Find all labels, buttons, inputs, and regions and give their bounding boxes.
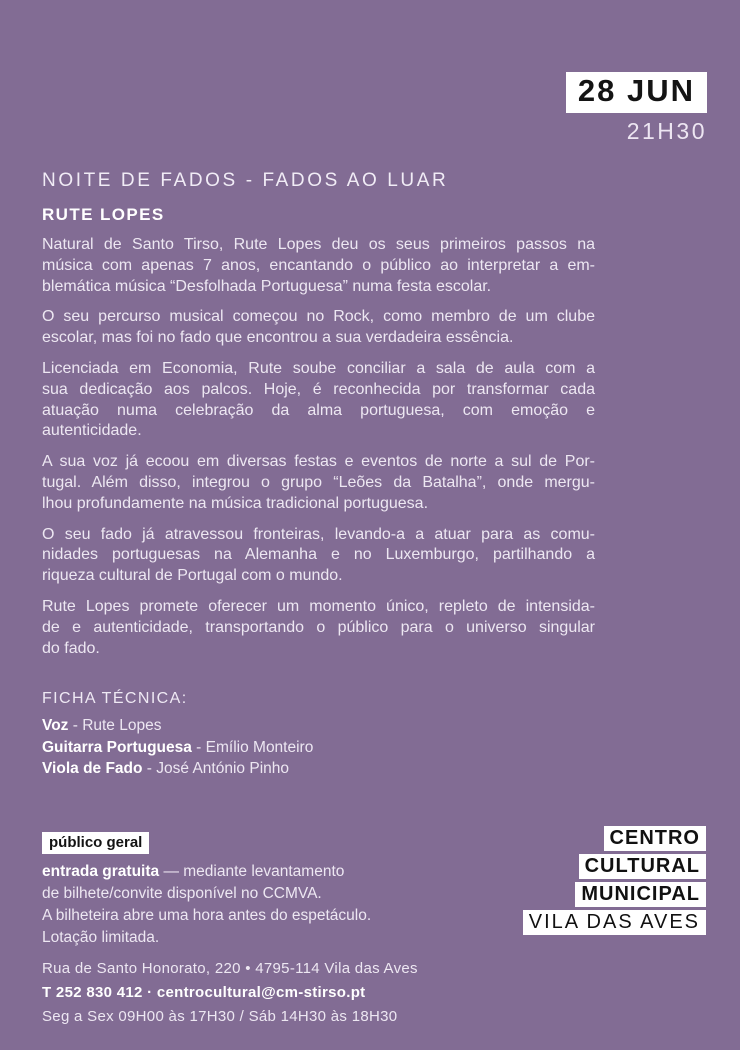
credits-heading: FICHA TÉCNICA: — [42, 690, 188, 707]
audience-badge: público geral — [42, 832, 149, 854]
paragraph — [42, 525, 595, 587]
venue-hours: Seg a Sex 09H00 às 17H30 / Sáb 14H30 às 18H30 — [42, 1008, 398, 1025]
venue-logo — [523, 826, 706, 938]
footer-contact-block — [42, 957, 602, 1029]
paragraph-line: O seu percurso musical começou no Rock, como membro de um clube — [42, 308, 595, 326]
credit-role: Guitarra Portuguesa — [42, 738, 192, 756]
paragraph-line: nidades portuguesas na Alemanha e no Luxemburgo, partilhando a — [42, 546, 595, 564]
credit-separator: - — [142, 760, 157, 777]
artist-name: RUTE LOPES — [42, 205, 165, 224]
technical-credits-block — [42, 690, 462, 780]
admission-line: de bilhete/convite disponível no CCMVA. — [42, 885, 322, 902]
paragraph-line: Natural de Santo Tirso, Rute Lopes deu os seus primeiros passos na — [42, 236, 595, 253]
credit-role: Voz — [42, 717, 69, 734]
logo-row — [523, 826, 706, 851]
paragraph-line: de e autenticidade, transportando o público para o universo singular — [42, 618, 595, 636]
venue-contact: T 252 830 412 · centrocultural@cm-stirso.pt — [42, 984, 366, 1001]
paragraph-line: blemática música “Desfolhada Portuguesa” numa festa escolar. — [42, 277, 492, 295]
paragraph-line: Licenciada em Economia, Rute soube conciliar a sala de aula com a — [42, 359, 595, 377]
paragraph — [42, 235, 595, 297]
credit-name: Rute Lopes — [82, 717, 162, 734]
paragraph-line: atuação numa celebração da alma portuguesa, com emoção e — [42, 401, 595, 419]
paragraph-line: O seu fado já atravessou fronteiras, levando-a a atuar para as comu- — [42, 525, 595, 543]
entry-rest-text: — mediante levantamento — [159, 863, 345, 880]
paragraph-line: sua dedicação aos palcos. Hoje, é reconhecida por transformar cada — [42, 380, 595, 398]
credit-name: José António Pinho — [156, 760, 289, 777]
paragraph-line: riqueza cultural de Portugal com o mundo. — [42, 567, 343, 585]
logo-line-vila-das-aves: VILA DAS AVES — [523, 910, 706, 935]
credit-voz — [42, 715, 462, 737]
paragraph-line: lhou profundamente na música tradicional portuguesa. — [42, 494, 429, 512]
paragraph-line: escolar, mas foi no fado que encontrou a sua verdadeira essência. — [42, 329, 514, 347]
paragraph — [42, 359, 595, 442]
paragraph — [42, 597, 595, 659]
paragraph — [42, 307, 595, 349]
credit-separator: - — [68, 717, 83, 734]
credit-name: Emílio Monteiro — [205, 738, 314, 756]
admission-line: A bilheteira abre uma hora antes do espetáculo. — [42, 907, 372, 924]
admission-lines — [40, 861, 460, 949]
credit-role: Viola de Fado — [42, 760, 143, 777]
event-title: NOITE DE FADOS - FADOS AO LUAR — [42, 170, 449, 191]
date-badge: 28 JUN — [566, 72, 707, 113]
logo-row — [523, 882, 706, 907]
paragraph-line: autenticidade. — [42, 422, 142, 440]
venue-address: Rua de Santo Honorato, 220 • 4795-114 Vila das Aves — [42, 960, 418, 977]
credit-guitarra — [42, 737, 462, 759]
logo-line-centro: CENTRO — [604, 826, 706, 851]
date-time-block — [566, 72, 707, 145]
description-block — [42, 235, 595, 669]
admission-line: Lotação limitada. — [42, 929, 160, 946]
admission-entry-line — [42, 861, 460, 883]
logo-row — [523, 910, 706, 935]
entry-bold-text: entrada gratuita — [42, 863, 160, 880]
logo-line-cultural: CULTURAL — [579, 854, 706, 879]
paragraph-line: música com apenas 7 anos, encantando o público ao interpretar a em- — [42, 256, 595, 274]
paragraph-line: do fado. — [42, 639, 100, 657]
logo-row — [523, 854, 706, 879]
event-time: 21H30 — [626, 117, 707, 144]
paragraph-line: tugal. Além disso, integrou o grupo “Leões da Batalha”, onde mergu- — [42, 473, 595, 491]
logo-line-municipal: MUNICIPAL — [575, 882, 706, 907]
paragraph — [42, 452, 595, 514]
paragraph-line: A sua voz já ecoou em diversas festas e eventos de norte a sul de Por- — [42, 453, 595, 471]
admission-info-block — [40, 832, 460, 949]
heading-block — [42, 170, 602, 225]
credit-separator: - — [191, 738, 206, 756]
credit-viola — [42, 758, 462, 780]
paragraph-line: Rute Lopes promete oferecer um momento único, repleto de intensida- — [42, 597, 595, 615]
